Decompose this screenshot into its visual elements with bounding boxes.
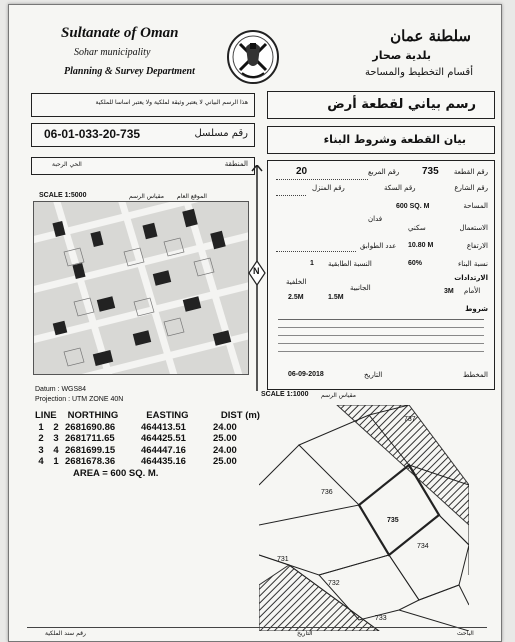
site-plan xyxy=(259,405,469,631)
doc-title-box xyxy=(267,91,495,119)
header-title-ar: سلطنة عمان xyxy=(390,27,471,45)
row-from: 4 xyxy=(38,456,44,467)
area-unit: فدان xyxy=(368,215,383,223)
plot-733: 733 xyxy=(375,615,387,622)
header-easting: EASTING xyxy=(146,410,189,421)
header-northing: NORTHING xyxy=(67,410,119,421)
row-from: 3 xyxy=(38,444,44,456)
table-row xyxy=(35,422,260,434)
north-arrow xyxy=(247,165,267,395)
location-scale: SCALE 1:5000 xyxy=(39,192,87,199)
location-title: الموقع العام xyxy=(177,193,207,200)
coordinates-table xyxy=(35,410,260,479)
row-dist: 25.00 xyxy=(213,433,237,444)
front-label: الأمام xyxy=(464,287,481,295)
area-total: AREA = 600 SQ. M. xyxy=(73,467,159,479)
village-label: الحي الرحبة xyxy=(52,161,82,168)
date-value: 06-09-2018 xyxy=(288,371,324,378)
road-label: رقم السكة xyxy=(384,184,416,192)
row-easting: 464447.16 xyxy=(141,444,186,456)
row-dist: 24.00 xyxy=(213,444,237,456)
datum: Datum : WGS84 xyxy=(35,386,86,393)
coverage-label: نسبة البناء xyxy=(457,260,488,268)
header-department-ar: أقسام التخطيط والمساحة xyxy=(364,67,473,78)
row-easting: 464425.51 xyxy=(141,433,186,444)
coverage-value: 60% xyxy=(408,260,423,267)
header-dist: DIST (m) xyxy=(220,410,260,421)
floors-label: عدد الطوابق xyxy=(360,242,397,250)
front-value: 3M xyxy=(444,288,454,295)
header-title-en: Sultanate of Oman xyxy=(61,25,179,41)
signature-label: المخطط xyxy=(462,371,488,379)
row-dist: 24.00 xyxy=(213,421,237,433)
serial-label: رقم مسلسل xyxy=(194,128,248,139)
plot-details-box xyxy=(267,160,495,390)
plot-734: 734 xyxy=(417,543,429,550)
north-label: N xyxy=(253,266,260,276)
square-number: 20 xyxy=(296,166,308,177)
ratio-label: النسبة الطابقية xyxy=(328,260,372,268)
plot-731: 731 xyxy=(277,556,289,563)
use-label: الاستعمال xyxy=(459,224,488,232)
region-box xyxy=(31,157,255,175)
row-from: 2 xyxy=(38,433,44,444)
footer xyxy=(27,627,487,641)
row-easting: 464435.16 xyxy=(141,456,186,467)
location-scale-ar: مقياس الرسم xyxy=(129,193,164,200)
plot-736: 736 xyxy=(321,489,333,496)
plot-number: 735 xyxy=(422,166,439,177)
side-value: 1.5M xyxy=(328,294,344,301)
serial-box xyxy=(31,123,255,147)
height-label: الارتفاع xyxy=(466,242,488,250)
site-scale: SCALE 1:1000 xyxy=(261,391,309,398)
height-value: 10.80 M xyxy=(408,242,434,249)
header-department-en: Planning & Survey Department xyxy=(64,66,195,77)
house-label: رقم المنزل xyxy=(312,184,345,192)
row-to: 4 xyxy=(53,444,59,456)
region-label: المنطقة xyxy=(224,160,248,168)
table-row xyxy=(35,433,260,445)
setbacks-title: الارتدادات xyxy=(454,274,488,282)
notice-text: هذا الرسم البياني لا يعتبر وثيقة لملكية ولا يعتبر اساسا للملكية xyxy=(95,99,248,106)
ratio-value: 1 xyxy=(310,260,314,267)
plot-732: 732 xyxy=(328,580,340,587)
section-title-box xyxy=(267,126,495,154)
footer-date: التاريخ xyxy=(297,630,313,637)
row-to: 1 xyxy=(53,456,59,467)
use-value: سكني xyxy=(408,224,426,232)
row-northing: 2681690.86 xyxy=(65,421,116,433)
header-municipality-ar: بلدية صحار xyxy=(372,49,431,62)
area-label: المساحة xyxy=(463,202,488,210)
row-to: 2 xyxy=(53,421,59,433)
row-northing: 2681711.65 xyxy=(65,433,115,444)
row-easting: 464413.51 xyxy=(141,421,186,433)
plot-label: رقم القطعة xyxy=(453,168,488,176)
plot-735: 735 xyxy=(387,517,399,524)
section-title: بيان القطعة وشروط البناء xyxy=(323,133,466,146)
square-label: رقم المربع xyxy=(368,168,400,176)
row-from: 1 xyxy=(38,421,44,433)
row-dist: 25.00 xyxy=(213,456,237,467)
header-municipality-en: Sohar municipality xyxy=(74,47,151,58)
row-northing: 2681699.15 xyxy=(65,444,116,456)
back-label: الخلفية xyxy=(286,278,307,286)
plot-737: 737 xyxy=(404,416,416,423)
footer-deed: رقم سند الملكية xyxy=(45,630,86,637)
footer-researcher: الباحث xyxy=(457,630,474,637)
oman-emblem-icon xyxy=(224,29,282,85)
back-value: 2.5M xyxy=(288,294,304,301)
notice-box xyxy=(31,93,255,117)
side-label: الجانبية xyxy=(350,284,371,292)
serial-number: 06-01-033-20-735 xyxy=(44,127,141,141)
table-row xyxy=(35,445,260,457)
street-label: رقم الشارع xyxy=(454,184,488,192)
area-value: 600 SQ. M xyxy=(396,203,430,210)
doc-title: رسم بياني لقطعة أرض xyxy=(327,97,476,112)
row-northing: 2681678.36 xyxy=(65,456,116,467)
conditions-title: شروط xyxy=(465,305,488,313)
date-label: التاريخ xyxy=(364,371,383,379)
row-to: 3 xyxy=(53,433,59,444)
header-line: LINE xyxy=(35,410,57,421)
table-row xyxy=(35,456,260,468)
location-map xyxy=(33,201,249,375)
table-header xyxy=(35,410,260,422)
projection: Projection : UTM ZONE 40N xyxy=(35,396,124,403)
survey-document xyxy=(8,4,502,642)
site-scale-ar: مقياس الرسم xyxy=(321,392,356,399)
